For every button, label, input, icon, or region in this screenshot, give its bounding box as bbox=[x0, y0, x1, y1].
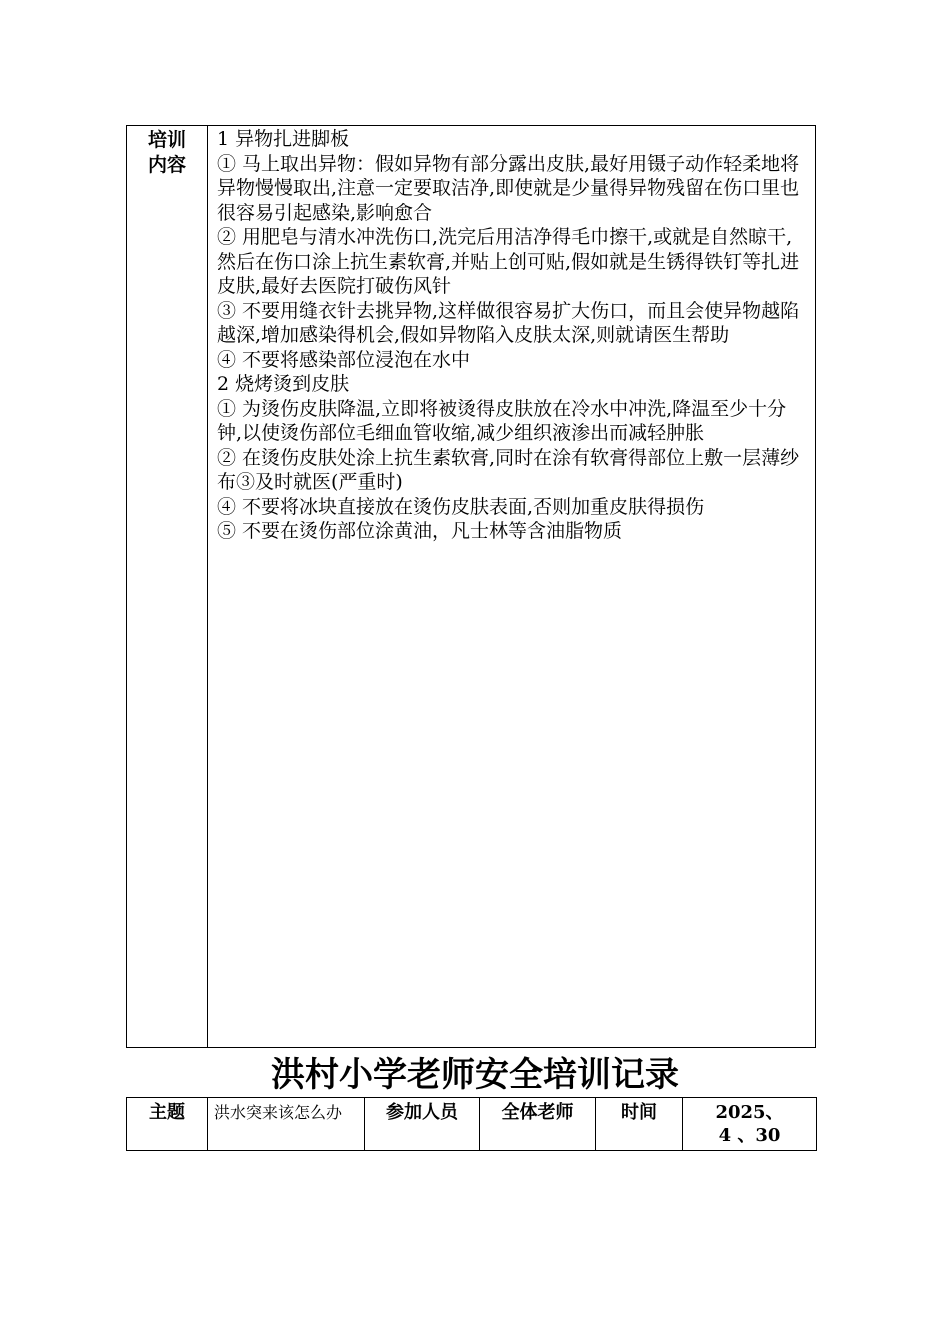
label-line-2: 内容 bbox=[147, 154, 186, 176]
content-line: ② 在烫伤皮肤处涂上抗生素软膏,同时在涂有软膏得部位上敷一层薄纱布③及时就医(严重时) bbox=[217, 446, 800, 493]
time-value-line-2: 4 、30 bbox=[718, 1125, 781, 1146]
participants-value: 全体老师 bbox=[480, 1098, 596, 1151]
time-label: 时间 bbox=[596, 1098, 683, 1151]
training-content-table bbox=[126, 125, 816, 1048]
content-line: ② 用肥皂与清水冲洗伤口,洗完后用洁净得毛巾擦干,或就是自然晾干,然后在伤口涂上抗生素软膏,并贴上创可贴,假如就是生锈得铁钉等扎进皮肤,最好去医院打破伤风针 bbox=[217, 226, 800, 297]
content-line: ④ 不要将冰块直接放在烫伤皮肤表面,否则加重皮肤得损伤 bbox=[217, 495, 705, 518]
content-line: 1 异物扎进脚板 bbox=[217, 128, 350, 150]
training-content-body bbox=[208, 126, 815, 1047]
label-line-1: 培训 bbox=[147, 129, 186, 151]
time-value-line-1: 2025、 bbox=[715, 1102, 784, 1123]
participants-label: 参加人员 bbox=[365, 1098, 480, 1151]
time-value bbox=[683, 1098, 817, 1151]
topic-value: 洪水突来该怎么办 bbox=[208, 1098, 365, 1151]
content-line: ① 马上取出异物：假如异物有部分露出皮肤,最好用镊子动作轻柔地将异物慢慢取出,注意一定要取洁净,即使就是少量得异物残留在伤口里也很容易引起感染,影响愈合 bbox=[217, 152, 800, 224]
content-line: ① 为烫伤皮肤降温,立即将被烫得皮肤放在冷水中冲洗,降温至少十分钟,以使烫伤部位毛细血管收缩,减少组织液渗出而减轻肿胀 bbox=[217, 397, 787, 444]
content-line: ③ 不要用缝衣针去挑异物,这样做很容易扩大伤口，而且会使异物越陷越深,增加感染得机会,假如异物陷入皮肤太深,则就请医生帮助 bbox=[217, 299, 800, 346]
content-line: ⑤ 不要在烫伤部位涂黄油，凡士林等含油脂物质 bbox=[217, 520, 623, 542]
record-info-table bbox=[126, 1097, 817, 1151]
record-title: 洪村小学老师安全培训记录 bbox=[271, 1055, 679, 1095]
content-line: 2 烧烤烫到皮肤 bbox=[217, 373, 350, 395]
content-line: ④ 不要将感染部位浸泡在水中 bbox=[217, 348, 471, 371]
info-row bbox=[127, 1098, 817, 1151]
topic-label: 主题 bbox=[127, 1098, 208, 1151]
training-content-label bbox=[127, 126, 208, 1047]
